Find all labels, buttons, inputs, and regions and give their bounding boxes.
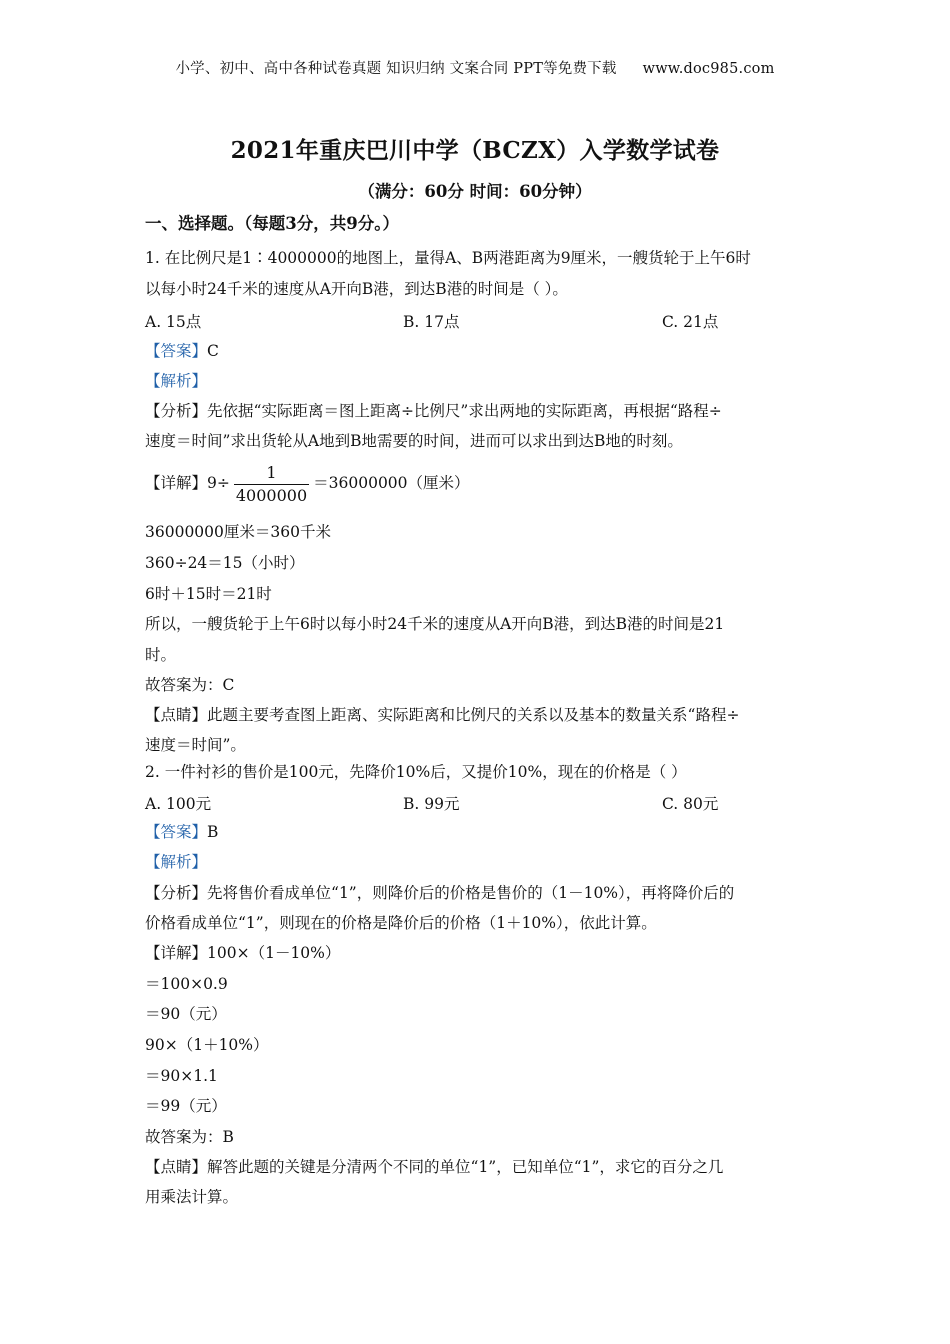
q2-comment-text-1: 解答此题的关键是分清两个不同的单位“1”，已知单位“1”，求它的百分之几 xyxy=(207,1158,724,1176)
detail-tag: 【详解】 xyxy=(145,474,208,492)
detail-tag: 【详解】 xyxy=(145,944,208,962)
q2-analysis-line xyxy=(145,852,207,872)
q2-step-2: ＝90（元） xyxy=(145,1005,227,1023)
q1-fenxi-line-2: 速度＝时间”求出货轮从A地到B地需要的时间，进而可以求出到达B地的时刻。 xyxy=(145,432,683,450)
comment-tag: 【点睛】 xyxy=(145,706,208,724)
q2-step-1: ＝100×0.9 xyxy=(145,975,228,993)
q1-step-2: 360÷24＝15（小时） xyxy=(145,554,305,572)
q1-stem-line-1: 1. 在比例尺是1∶4000000的地图上，量得A、B两港距离为9厘米，一艘货轮于上午6时 xyxy=(145,249,751,267)
q1-final-answer: 故答案为：C xyxy=(145,676,235,694)
q2-comment-line-2: 用乘法计算。 xyxy=(145,1188,239,1206)
q1-answer: C xyxy=(207,342,219,360)
q2-fenxi-text-1: 先将售价看成单位“1”，则降价后的价格是售价的（1－10%），再将降价后的 xyxy=(207,884,735,902)
fenxi-tag: 【分析】 xyxy=(145,884,208,902)
q1-detail-suffix: ＝36000000（厘米） xyxy=(313,474,470,492)
fenxi-tag: 【分析】 xyxy=(145,402,208,420)
fraction-denominator: 4000000 xyxy=(235,485,308,505)
q1-detail-prefix: 9÷ xyxy=(207,474,230,492)
q1-answer-line xyxy=(145,341,219,361)
q1-step-1: 36000000厘米＝360千米 xyxy=(145,523,331,541)
q1-fenxi-line-1 xyxy=(145,401,722,421)
q2-detail-line xyxy=(145,943,340,963)
q2-fenxi-line-2: 价格看成单位“1”，则现在的价格是降价后的价格（1＋10%），依此计算。 xyxy=(145,914,657,932)
header-text: 小学、初中、高中各种试卷真题 知识归纳 文案合同 PPT等免费下载 xyxy=(175,61,617,77)
section-heading: 一、选择题。（每题3分，共9分。） xyxy=(145,214,399,233)
q2-option-c: C. 80元 xyxy=(662,795,719,813)
page-title: 2021年重庆巴川中学（BCZX）入学数学试卷 xyxy=(230,137,720,164)
analysis-tag: 【解析】 xyxy=(145,853,208,871)
page-subtitle: （满分：60分 时间：60分钟） xyxy=(358,182,592,201)
q1-option-b: B. 17点 xyxy=(403,313,460,331)
analysis-tag: 【解析】 xyxy=(145,372,208,390)
comment-tag: 【点睛】 xyxy=(145,1158,208,1176)
q1-stem-line-2: 以每小时24千米的速度从A开向B港，到达B港的时间是（ ）。 xyxy=(145,280,568,298)
answer-tag: 【答案】 xyxy=(145,823,208,841)
fraction xyxy=(234,462,309,507)
q2-step-4: ＝90×1.1 xyxy=(145,1067,218,1085)
q1-conclusion-line-2: 时。 xyxy=(145,646,177,664)
q2-stem: 2. 一件衬衫的售价是100元，先降价10%后，又提价10%，现在的价格是（ ） xyxy=(145,763,687,781)
q1-option-c: C. 21点 xyxy=(662,313,719,331)
page-header xyxy=(0,57,950,78)
q2-comment-line-1 xyxy=(145,1157,723,1177)
q1-comment-line-1 xyxy=(145,705,739,725)
q2-fenxi-line-1 xyxy=(145,883,734,903)
q1-step-3: 6时＋15时＝21时 xyxy=(145,585,272,603)
q2-detail-text: 100×（1－10%） xyxy=(207,944,341,962)
q1-conclusion-line-1: 所以，一艘货轮于上午6时以每小时24千米的速度从A开向B港，到达B港的时间是21 xyxy=(145,615,725,633)
q2-option-a: A. 100元 xyxy=(145,795,212,813)
q1-comment-text-1: 此题主要考查图上距离、实际距离和比例尺的关系以及基本的数量关系“路程÷ xyxy=(207,706,740,724)
header-site-link[interactable]: www.doc985.com xyxy=(642,61,775,77)
q2-answer-line xyxy=(145,822,218,842)
q1-analysis-line xyxy=(145,371,207,391)
q2-step-5: ＝99（元） xyxy=(145,1097,227,1115)
q1-detail-line xyxy=(145,460,470,506)
q2-answer: B xyxy=(207,823,219,841)
q2-final-answer: 故答案为：B xyxy=(145,1128,234,1146)
q1-option-a: A. 15点 xyxy=(145,313,202,331)
q2-option-b: B. 99元 xyxy=(403,795,460,813)
q1-fenxi-text-1: 先依据“实际距离＝图上距离÷比例尺”求出两地的实际距离，再根据“路程÷ xyxy=(207,402,722,420)
fraction-numerator: 1 xyxy=(266,462,277,482)
q2-step-3: 90×（1＋10%） xyxy=(145,1036,269,1054)
answer-tag: 【答案】 xyxy=(145,342,208,360)
q1-comment-line-2: 速度＝时间”。 xyxy=(145,736,246,754)
